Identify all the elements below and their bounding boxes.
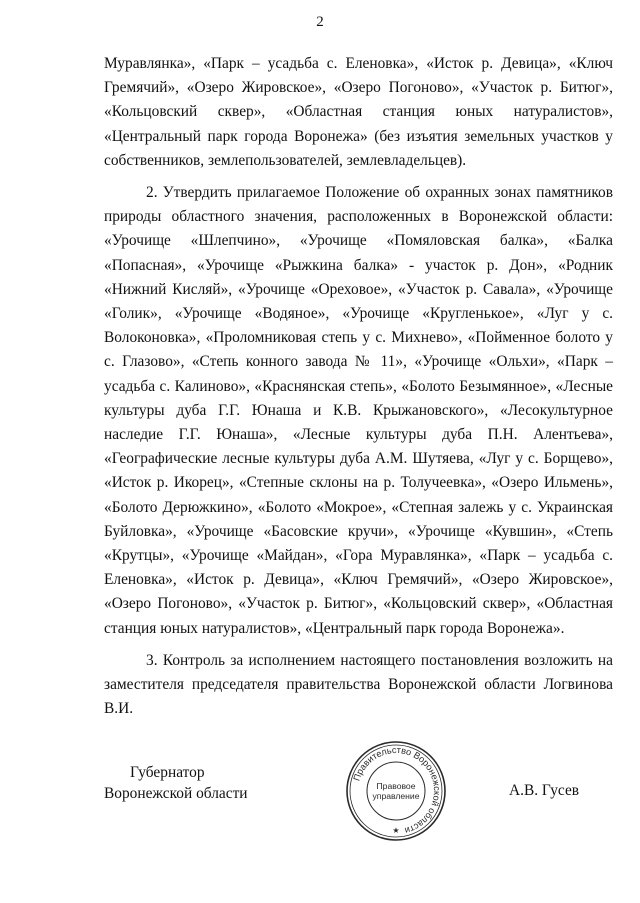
stamp-ring-textpath: Правительство Воронежской области [351,744,443,836]
document-body [104,52,613,721]
paragraph-2: 2. Утвердить прилагаемое Положение об охранных зонах памятников природы областного значения, расположенных в Воронежской области: «Урочище «Шлепчино», «Урочище «Помяловская балка», «Балка «Попасная», «Урочище «Рыжкина балка» - участок р. Дон», «Родник «Нижний Кисляй», «Урочище «Ореховое», «Участок р. Савала», «Урочище «Голик», «Урочище «Водяное», «Урочище «Кругленькое», «Луг у с. Волоконовка», «Проломниковая степь у с. Михнево», «Пойменное болото у с. Глазово», «Степь конного завода № 11», «Урочище «Ольхи», «Парк – усадьба с. Калиново», «Краснянская степь», «Болото Безымянное», «Лесные культуры дуба Г.Г. Юнаша и К.В. Крыжановского», «Лесокультурное наследие Г.Г. Юнаша», «Лесные культуры дуба П.Н. Алентьева», «Географические лесные культуры дуба А.М. Шутяева, «Луг у с. Борщево», «Исток р. Икорец», «Степные склоны на р. Толучеевка», «Озеро Ильмень», «Болото Дерюжкино», «Болото «Мокрое», «Степная залежь у с. Украинская Буйловка», «Урочище «Басовские кручи», «Урочище «Кувшин», «Степь «Крутцы», «Урочище «Майдан», «Гора Муравлянка», «Парк – усадьба с. Еленовка», «Исток р. Девица», «Ключ Гремячий», «Озеро Жировское», «Озеро Погоново», «Участок р. Битюг», «Кольцовский сквер», «Областная станция юных натуралистов», «Центральный парк города Воронежа». [104,184,613,637]
signatory-title-line2: Воронежской области [104,785,248,802]
paragraph-continuation: Муравлянка», «Парк – усадьба с. Еленовка», «Исток р. Девица», «Ключ Гремячий», «Озеро Жировское», «Озеро Погоново», «Участок р. Битюг», «Кольцовский сквер», «Областная станция юных натуралистов», «Центральный парк города Воронежа» (без изъятия земельных участков у собственников, землепользователей, землевладельцев). [104,55,613,169]
stamp-star-icon: ★ [392,826,400,835]
signatory-title-line1: Губернатор [130,764,205,781]
signatory-title [104,762,248,804]
stamp-center-line1: Правовое [376,781,416,791]
page-number: 2 [316,14,324,30]
official-stamp [345,740,447,842]
paragraph-3: 3. Контроль за исполнением настоящего постановления возложить на заместителя председателя правительства Воронежской области Логвинова В.И. [104,651,613,718]
signatory-name: А.В. Гусев [509,782,580,799]
stamp-center-line2: управление [372,791,420,801]
